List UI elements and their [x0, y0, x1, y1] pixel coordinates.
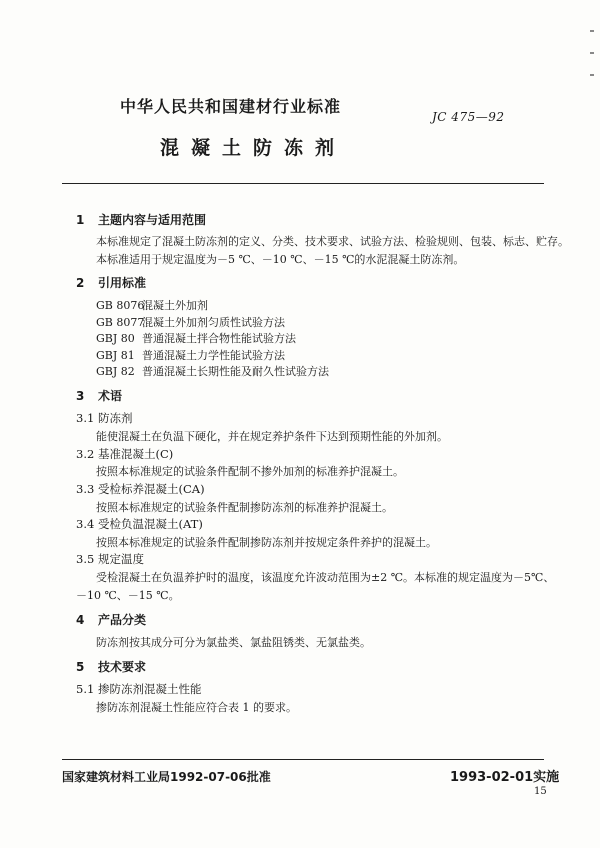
approval-line: 国家建筑材料工业局1992-07-06批准: [62, 770, 271, 784]
term-heading: 3.4 受检负温混凝土(AT): [76, 517, 203, 531]
section-3-heading: 3 术语: [76, 389, 123, 403]
section-2-heading: 2 引用标准: [76, 276, 147, 290]
issuing-organization: 中华人民共和国建材行业标准: [120, 97, 342, 116]
term-heading: 3.3 受检标养混凝土(CA): [76, 482, 205, 496]
term-definition: 按照本标准规定的试验条件配制不掺外加剂的标准养护混凝土。: [96, 465, 404, 478]
scan-mark: [590, 52, 594, 54]
document-title: 混凝土防冻剂: [160, 137, 347, 159]
reference-item: GB 8076混凝土外加剂: [96, 299, 208, 312]
term-definition-continued: －10 ℃、－15 ℃。: [76, 589, 180, 602]
term-heading: 3.5 规定温度: [76, 552, 144, 566]
reference-item: GB 8077混凝土外加剂匀质性试验方法: [96, 316, 285, 329]
section-1-para-1: 本标准规定了混凝土防冻剂的定义、分类、技术要求、试验方法、检验规则、包装、标志、贮存。: [96, 235, 569, 248]
section-5-heading: 5 技术要求: [76, 660, 147, 674]
term-definition: 能使混凝土在负温下硬化，并在规定养护条件下达到预期性能的外加剂。: [96, 430, 448, 443]
scan-mark: [590, 74, 594, 76]
term-heading: 3.2 基准混凝土(C): [76, 447, 174, 461]
reference-item: GBJ 80 普通混凝土拌合物性能试验方法: [96, 332, 296, 345]
term-definition: 按照本标准规定的试验条件配制掺防冻剂的标准养护混凝土。: [96, 501, 393, 514]
section-1-heading: 1 主题内容与适用范围: [76, 213, 207, 227]
section-4-heading: 4 产品分类: [76, 613, 147, 627]
term-heading: 3.1 防冻剂: [76, 411, 133, 425]
header-rule: [62, 183, 544, 184]
term-definition: 受检混凝土在负温养护时的温度，该温度允许波动范围为±2 ℃。本标准的规定温度为－5℃、: [96, 571, 555, 584]
page-number: 15: [534, 786, 547, 797]
reference-item: GBJ 82 普通混凝土长期性能及耐久性试验方法: [96, 365, 329, 378]
implementation-date: 1993-02-01实施: [450, 770, 560, 785]
footer-rule: [62, 759, 544, 760]
section-1-para-2: 本标准适用于规定温度为－5 ℃、－10 ℃、－15 ℃的水泥混凝土防冻剂。: [96, 253, 465, 266]
standard-code: JC 475—92: [432, 110, 505, 124]
reference-item: GBJ 81 普通混凝土力学性能试验方法: [96, 349, 285, 362]
section-4-para: 防冻剂按其成分可分为氯盐类、氯盐阻锈类、无氯盐类。: [96, 636, 371, 649]
scan-mark: [590, 30, 594, 32]
term-definition: 按照本标准规定的试验条件配制掺防冻剂并按规定条件养护的混凝土。: [96, 536, 437, 549]
subsection-5-1-heading: 5.1 掺防冻剂混凝土性能: [76, 682, 202, 696]
section-5-1-para: 掺防冻剂混凝土性能应符合表 1 的要求。: [96, 701, 297, 714]
